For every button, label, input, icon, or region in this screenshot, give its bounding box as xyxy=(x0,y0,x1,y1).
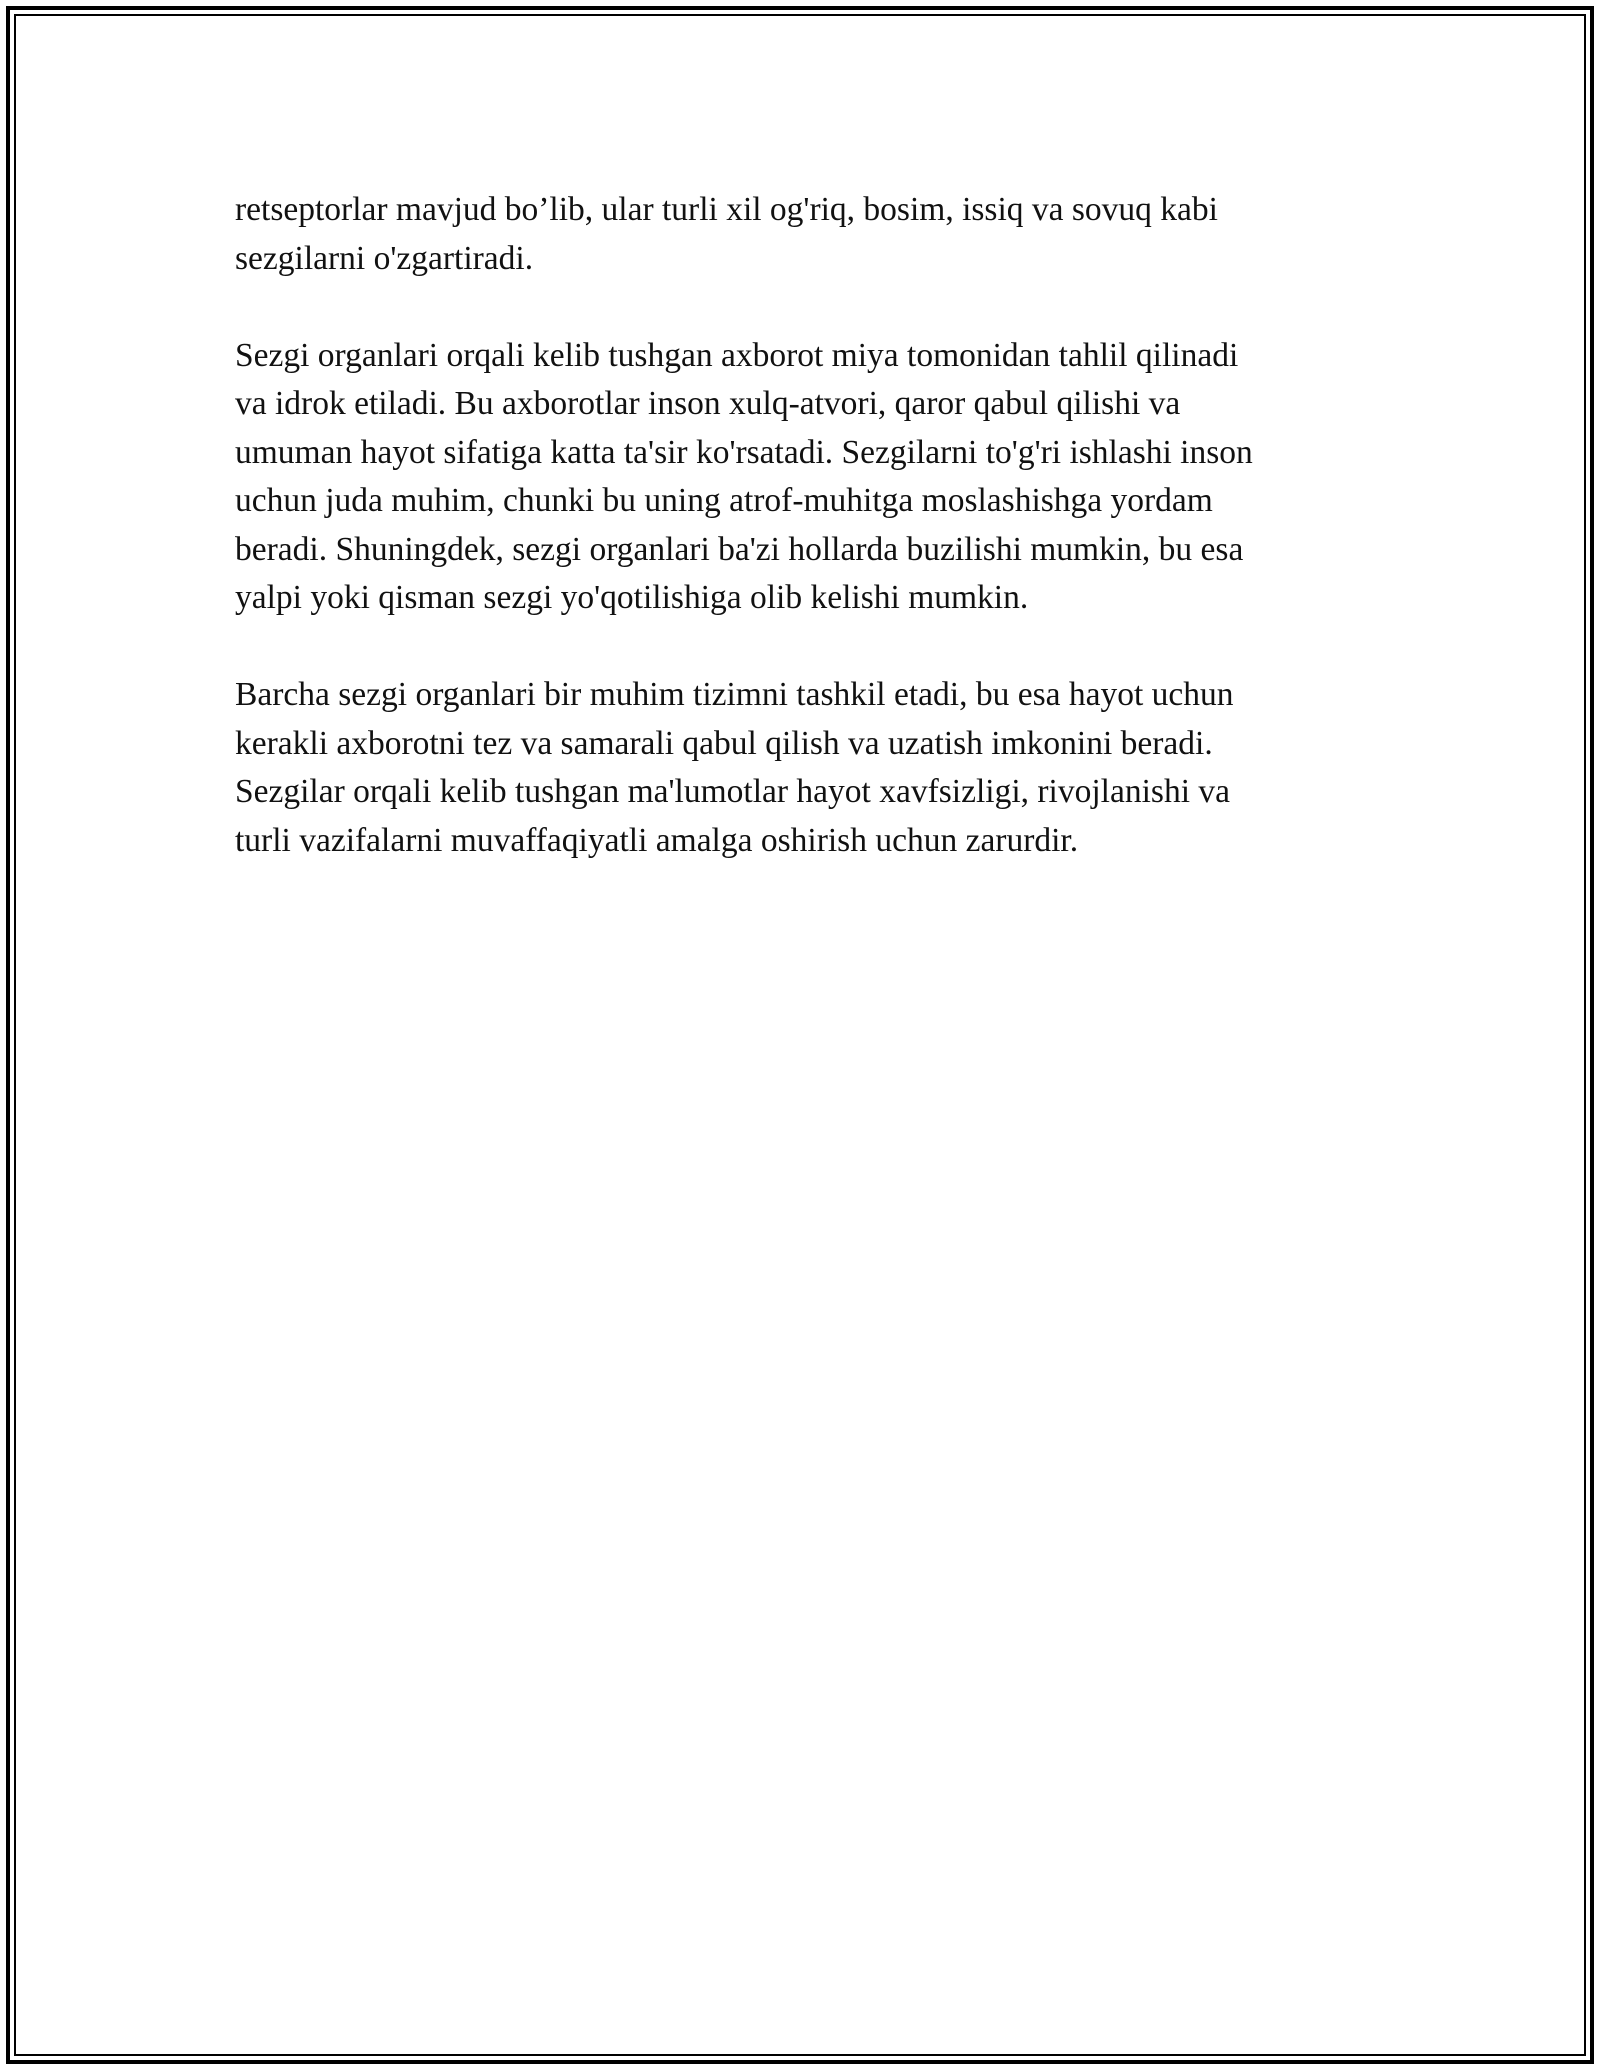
paragraph-3: Barcha sezgi organlari bir muhim tizimni tashkil etadi, bu esa hayot uchun kerakli axborotni tez va samarali qabul qilish va uzatish imkonini beradi. Sezgilar orqali kelib tushgan ma'lumotlar hayot xavfsizligi, rivojlanishi va turli vazifalarni muvaffaqiyatli amalga oshirish uchun zarurdir. xyxy=(235,676,1234,859)
document-body xyxy=(235,186,1375,914)
paragraph-2: Sezgi organlari orqali kelib tushgan axborot miya tomonidan tahlil qilinadi va idrok etiladi. Bu axborotlar inson xulq-atvori, qaror qabul qilishi va umuman hayot sifatiga katta ta'sir ko'rsatadi. Sezgilarni to'g'ri ishlashi inson uchun juda muhim, chunki bu uning atrof-muhitga moslashishga yordam beradi. Shuningdek, sezgi organlari ba'zi hollarda buzilishi mumkin, bu esa yalpi yoki qisman sezgi yo'qotilishiga olib kelishi mumkin. xyxy=(235,336,1253,616)
paragraph-1: retseptorlar mavjud bo’lib, ular turli xil og'riq, bosim, issiq va sovuq kabi sezgilarni o'zgartiradi. xyxy=(235,191,1218,277)
